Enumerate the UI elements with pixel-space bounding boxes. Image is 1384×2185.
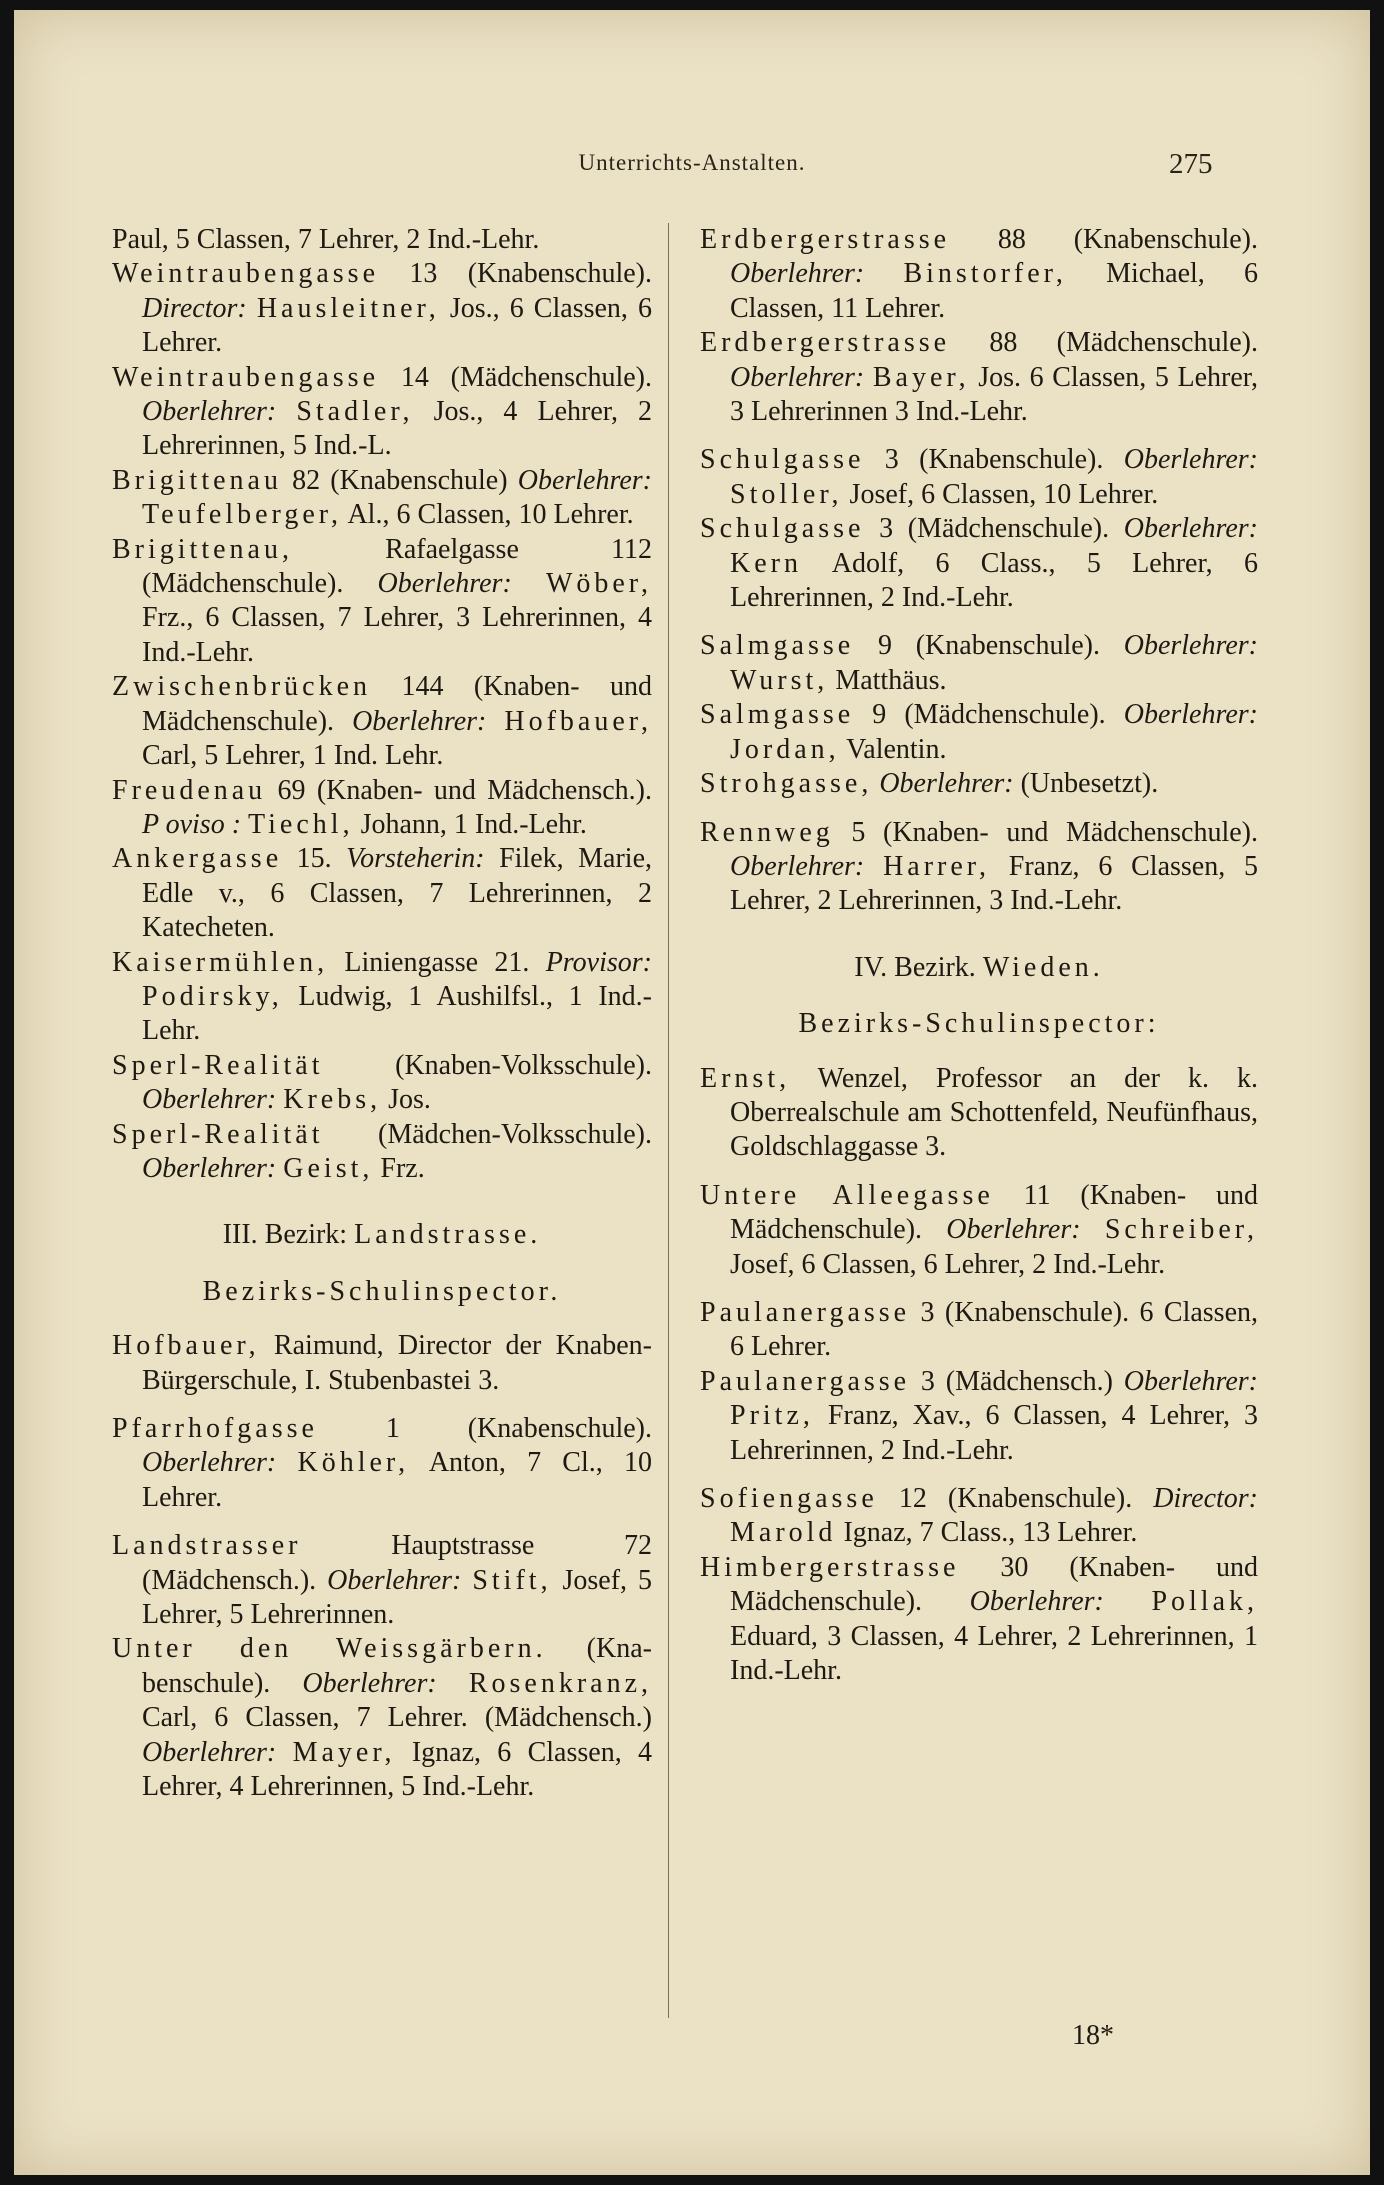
spaced-name: Brigittenau bbox=[112, 464, 282, 496]
spaced-name: Landstrasser bbox=[112, 1530, 302, 1562]
entry-text: 82 (Knabenschule) bbox=[281, 464, 518, 496]
directory-entry-rennweg bbox=[700, 816, 1258, 919]
spaced-name: Teufelberger, bbox=[142, 499, 342, 531]
printer-signature: 18* bbox=[1072, 2020, 1114, 2051]
spaced-name: Paulanergasse bbox=[700, 1365, 911, 1397]
role-label: Director: bbox=[1153, 1483, 1258, 1514]
spaced-name: Jordan, bbox=[730, 733, 840, 765]
entry-text: 30 (Knaben- und Mädchenschule). bbox=[730, 1551, 1258, 1618]
role-label: Oberlehrer: bbox=[730, 850, 865, 882]
spaced-name: Pollak, bbox=[1151, 1586, 1258, 1618]
entry-text: Paul, 5 Classen, 7 Lehrer, 2 Ind.-Lehr. bbox=[112, 224, 540, 255]
spaced-name: Kaisermühlen, bbox=[112, 946, 329, 978]
role-label: Oberlehrer: bbox=[302, 1667, 437, 1699]
entry-text: Wenzel, Professor an der k. k. Oberrealschule am Schottenfeld, Neufünfhaus, Goldschlaggasse 3. bbox=[730, 1062, 1258, 1163]
entry-text: (Knaben-Volksschule). bbox=[323, 1049, 652, 1081]
spaced-name: Rosenkranz, bbox=[468, 1667, 652, 1699]
entry-text: Jos., 4 Lehrer, 2 Lehrerinnen, 5 Ind.-L. bbox=[142, 396, 653, 462]
role-label: Oberlehrer: bbox=[879, 768, 1014, 800]
directory-entry-sperl-k bbox=[112, 1049, 652, 1118]
role-label: Oberlehrer: bbox=[142, 396, 277, 428]
entry-text: Jos. 6 Classen, 5 Lehrer, 3 Lehrerinnen 3 Ind.-Lehr. bbox=[730, 361, 1258, 428]
directory-entry-schulgasse-m bbox=[700, 512, 1258, 615]
directory-entry-paulanergasse-k bbox=[700, 1296, 1258, 1365]
directory-entry-pfarrhofgasse bbox=[112, 1412, 652, 1515]
entry-text bbox=[276, 1447, 297, 1478]
entry-text: 3 (Knabenschule). 6 Classen, 6 Lehrer. bbox=[730, 1296, 1258, 1363]
spaced-name: Hofbauer, bbox=[504, 705, 652, 737]
directory-entry-salmgasse-m bbox=[700, 698, 1258, 767]
entry-text bbox=[461, 1565, 472, 1596]
spaced-name: Pfarrhofgasse bbox=[112, 1413, 318, 1444]
entry-text: Anton, 7 Cl., 10 Lehrer. bbox=[142, 1447, 652, 1513]
entry-text: 3 (Mädchenschule). bbox=[864, 513, 1124, 545]
spaced-name: Bezirks-Schulinspector: bbox=[798, 1008, 1160, 1040]
role-label: Provisor: bbox=[545, 946, 652, 978]
entry-text: Ignaz, 6 Classen, 4 Lehrer, 4 Lehrerinnen, 5 Ind.-Lehr. bbox=[142, 1736, 652, 1803]
directory-entry-himbergerstrasse bbox=[700, 1551, 1258, 1689]
entry-text bbox=[1104, 1586, 1152, 1617]
section-heading-district-3 bbox=[112, 1218, 652, 1252]
entry-text bbox=[241, 809, 248, 840]
entry-text: 12 (Knabenschule). bbox=[877, 1483, 1154, 1514]
entry-text: Carl, 5 Lehrer, 1 Ind. Lehr. bbox=[142, 740, 444, 772]
entry-text: Raimund, Director der Knaben-Bürgerschule, I. Stubenbastei 3. bbox=[142, 1330, 652, 1396]
entry-text: Michael, 6 Classen, 11 Lehrer. bbox=[730, 258, 1258, 324]
spaced-name: Salmgasse bbox=[700, 630, 855, 662]
entry-text: Eduard, 3 Classen, 4 Lehrer, 2 Lehrerinnen, 1 Ind.-Lehr. bbox=[730, 1620, 1258, 1687]
entry-text: 11 (Knaben- und Mädchenschule). bbox=[730, 1179, 1258, 1246]
spaced-name: Paulanergasse bbox=[700, 1296, 911, 1328]
directory-entry-weintraubengasse-k bbox=[112, 257, 652, 360]
spaced-name: Ankergasse bbox=[112, 843, 283, 875]
entry-text: 9 (Knabenschule). bbox=[854, 630, 1124, 662]
directory-entry-brigittenau-rafael bbox=[112, 533, 652, 671]
directory-entry-hofbauer-raimund bbox=[112, 1329, 652, 1398]
directory-entry-sofiengasse bbox=[700, 1482, 1258, 1551]
role-label: Oberlehrer: bbox=[1123, 513, 1258, 545]
entry-text: 15. bbox=[282, 843, 347, 875]
column-divider bbox=[668, 223, 669, 2018]
spaced-name: Salmgasse bbox=[700, 699, 855, 731]
spaced-name: Bezirks-Schulinspector. bbox=[202, 1275, 562, 1307]
directory-entry-schulgasse-k bbox=[700, 443, 1258, 512]
role-label: Vorsteherin: bbox=[346, 843, 485, 875]
entry-text: Frz., 6 Classen, 7 Lehrer, 3 Lehrerinnen, 4 Ind.-Lehr. bbox=[142, 602, 652, 668]
spaced-name: Himbergerstrasse bbox=[700, 1551, 960, 1583]
entry-text: 144 (Knaben- und Mädchenschule). bbox=[142, 671, 652, 737]
spaced-name: Wöber, bbox=[545, 568, 652, 600]
role-label: Oberlehrer: bbox=[946, 1214, 1081, 1246]
page-number: 275 bbox=[1169, 148, 1213, 180]
entry-text: 3 (Knabenschule). bbox=[864, 444, 1124, 476]
spaced-name: Strohgasse, bbox=[700, 768, 873, 800]
entry-text: 9 (Mädchenschule). bbox=[854, 699, 1124, 731]
entry-text: 13 (Knabenschule). bbox=[379, 258, 652, 290]
entry-text: Franz, Xav., 6 Classen, 4 Lehrer, 3 Lehrerinnen, 2 Ind.-Lehr. bbox=[730, 1400, 1258, 1466]
spaced-name: Stift, bbox=[472, 1564, 552, 1596]
spaced-name: Weintraubengasse bbox=[112, 361, 379, 393]
spaced-name: Kern bbox=[730, 547, 802, 579]
directory-entry-untere-alleegasse bbox=[700, 1179, 1258, 1282]
directory-entry-ankergasse bbox=[112, 842, 652, 945]
directory-entry-paul bbox=[112, 223, 652, 257]
spaced-name: Köhler, bbox=[297, 1447, 410, 1479]
spaced-name: Geist, bbox=[283, 1152, 374, 1184]
role-label: Oberlehrer: bbox=[1123, 1365, 1258, 1397]
role-label: Oberlehrer: bbox=[327, 1564, 462, 1596]
entry-text bbox=[864, 362, 873, 393]
entry-text: Rafaelgasse 112 (Mädchenschule). bbox=[142, 533, 652, 600]
entry-text: (Knabenschule). bbox=[142, 1633, 652, 1699]
role-label: Oberlehrer: bbox=[1123, 444, 1258, 476]
spaced-name: Bayer, bbox=[872, 361, 970, 393]
entry-text: 3 (Mädchensch.) bbox=[910, 1365, 1124, 1397]
role-label: Oberlehrer: bbox=[377, 568, 512, 600]
directory-entry-landstrasser-hauptstrasse bbox=[112, 1529, 652, 1632]
directory-entry-kaisermuehlen bbox=[112, 946, 652, 1049]
spaced-name: Sperl-Realität bbox=[112, 1049, 324, 1081]
entry-text bbox=[864, 258, 903, 289]
directory-entry-ernst-wenzel bbox=[700, 1062, 1258, 1165]
entry-text: 14 (Mädchenschule). bbox=[379, 361, 652, 393]
entry-text: 88 (Mädchenschule). bbox=[950, 327, 1258, 359]
spaced-name: Stadler, bbox=[296, 396, 414, 428]
entry-text: 1 (Knabenschule). bbox=[317, 1413, 652, 1444]
right-column bbox=[700, 223, 1258, 1688]
directory-entry-strohgasse bbox=[700, 767, 1258, 801]
spaced-name: Pritz, bbox=[730, 1400, 814, 1432]
spaced-name: Harrer, bbox=[883, 850, 990, 882]
running-title: Unterrichts-Anstalten. bbox=[578, 150, 806, 175]
role-label: Oberlehrer: bbox=[142, 1084, 277, 1116]
directory-entry-sperl-m bbox=[112, 1118, 652, 1187]
spaced-name: Weintraubengasse bbox=[112, 258, 379, 290]
entry-text: Josef, 5 Lehrer, 5 Lehrerinnen. bbox=[142, 1564, 653, 1631]
entry-text: Carl, 6 Classen, 7 Lehrer. (Mädchensch.) bbox=[142, 1702, 652, 1734]
directory-entry-paulanergasse-m bbox=[700, 1365, 1258, 1468]
entry-text bbox=[247, 293, 257, 324]
spaced-name: Landstrasse. bbox=[354, 1219, 542, 1251]
spaced-name: Freudenau bbox=[112, 774, 267, 806]
entry-text: Filek, Marie, Edle v., 6 Classen, 7 Lehrerinnen, 2 Katecheten. bbox=[142, 843, 652, 944]
entry-text: (Mädchen-Volksschule). bbox=[323, 1118, 652, 1150]
entry-text: Ignaz, 7 Class., 13 Lehrer. bbox=[836, 1517, 1138, 1549]
entry-text: Liniengasse 21. bbox=[328, 946, 546, 978]
spaced-name: Ernst, bbox=[700, 1062, 791, 1094]
spaced-name: Wieden. bbox=[982, 951, 1104, 983]
directory-entry-salmgasse-k bbox=[700, 629, 1258, 698]
entry-text: 69 (Knaben- und Mädchensch.). bbox=[266, 774, 652, 806]
entry-text: Ludwig, 1 Aushilfsl., 1 Ind.-Lehr. bbox=[142, 980, 652, 1047]
section-heading-inspector-4 bbox=[700, 1007, 1258, 1041]
role-label: P oviso : bbox=[142, 808, 242, 840]
entry-text: III. Bezirk: bbox=[222, 1219, 355, 1251]
entry-text: Hauptstrasse 72 (Mädchensch.). bbox=[142, 1530, 652, 1596]
spaced-name: Unter den Weissgärbern. bbox=[112, 1633, 547, 1665]
role-label: Oberlehrer: bbox=[352, 705, 487, 737]
spaced-name: Stoller, bbox=[730, 478, 843, 510]
directory-entry-erdbergerstrasse-m bbox=[700, 326, 1258, 429]
spaced-name: Marold bbox=[730, 1517, 837, 1549]
spaced-name: Untere Alleegasse bbox=[700, 1179, 994, 1211]
entry-text bbox=[512, 568, 546, 599]
directory-entry-freudenau bbox=[112, 774, 652, 843]
spaced-name: Podirsky, bbox=[142, 980, 283, 1012]
spaced-name: Schulgasse bbox=[700, 444, 865, 476]
spaced-name: Binstorfer, bbox=[903, 258, 1067, 290]
directory-entry-erdbergerstrasse-k bbox=[700, 223, 1258, 326]
spaced-name: Hausleitner, bbox=[256, 292, 440, 324]
role-label: Oberlehrer: bbox=[730, 258, 865, 290]
spaced-name: Tiechl, bbox=[248, 808, 354, 840]
directory-entry-zwischenbruecken bbox=[112, 670, 652, 773]
entry-text bbox=[437, 1668, 469, 1699]
directory-entry-brigittenau-82 bbox=[112, 464, 652, 533]
role-label: Oberlehrer: bbox=[730, 361, 865, 393]
entry-text bbox=[864, 851, 883, 882]
entry-text: Jos., 6 Classen, 6 Lehrer. bbox=[142, 292, 652, 359]
spaced-name: Mayer, bbox=[292, 1736, 396, 1768]
entry-text: Adolf, 6 Class., 5 Lehrer, 6 Lehrerinnen, 2 Ind.-Lehr. bbox=[730, 547, 1258, 614]
role-label: Oberlehrer: bbox=[1123, 699, 1258, 731]
entry-text: Johann, 1 Ind.-Lehr. bbox=[353, 808, 587, 840]
spaced-name: Wurst, bbox=[730, 664, 829, 696]
role-label: Oberlehrer: bbox=[142, 1447, 277, 1479]
book-page bbox=[14, 10, 1370, 2175]
spaced-name: Hofbauer, bbox=[112, 1330, 260, 1362]
role-label: Oberlehrer: bbox=[969, 1586, 1104, 1618]
entry-text: Josef, 6 Classen, 10 Lehrer. bbox=[842, 478, 1159, 510]
entry-text: Franz, 6 Classen, 5 Lehrer, 2 Lehrerinnen, 3 Ind.-Lehr. bbox=[730, 850, 1259, 917]
entry-text bbox=[276, 1737, 292, 1768]
entry-text: (Unbesetzt). bbox=[1013, 768, 1159, 800]
role-label: Oberlehrer: bbox=[1123, 630, 1258, 662]
entry-text: 88 (Knabenschule). bbox=[950, 224, 1258, 255]
entry-text: Matthäus. bbox=[828, 664, 947, 696]
entry-text: Frz. bbox=[373, 1152, 425, 1184]
spaced-name: Sperl-Realität bbox=[112, 1118, 324, 1150]
spaced-name: Brigittenau, bbox=[112, 533, 293, 565]
spaced-name: Schreiber, bbox=[1104, 1214, 1258, 1246]
entry-text: 5 (Knaben- und Mädchenschule). bbox=[833, 816, 1258, 848]
entry-text bbox=[1081, 1214, 1105, 1245]
spaced-name: Rennweg bbox=[700, 816, 834, 848]
spaced-name: Zwischenbrücken bbox=[112, 671, 372, 703]
role-label: Oberlehrer: bbox=[142, 1152, 277, 1184]
directory-entry-weintraubengasse-m bbox=[112, 361, 652, 464]
spaced-name: Erdbergerstrasse bbox=[700, 327, 951, 359]
entry-text bbox=[486, 706, 504, 737]
role-label: Director: bbox=[142, 292, 247, 324]
entry-text: Valentin. bbox=[839, 733, 947, 765]
left-column bbox=[112, 223, 652, 1804]
role-label: Oberlehrer: bbox=[142, 1736, 277, 1768]
section-heading-inspector-3 bbox=[112, 1275, 652, 1309]
entry-text bbox=[276, 396, 296, 427]
spaced-name: Krebs, bbox=[283, 1084, 382, 1116]
role-label: Oberlehrer: bbox=[517, 464, 652, 496]
spaced-name: Erdbergerstrasse bbox=[700, 224, 951, 255]
entry-text: Jos. bbox=[381, 1084, 431, 1116]
spaced-name: Sofiengasse bbox=[700, 1483, 878, 1514]
entry-text: Josef, 6 Classen, 6 Lehrer, 2 Ind.-Lehr. bbox=[730, 1248, 1166, 1280]
section-heading-district-4 bbox=[700, 951, 1258, 985]
directory-entry-weissgaerbern bbox=[112, 1632, 652, 1804]
spaced-name: Schulgasse bbox=[700, 513, 865, 545]
entry-text: IV. Bezirk. bbox=[854, 951, 983, 983]
entry-text: Al., 6 Classen, 10 Lehrer. bbox=[341, 499, 634, 531]
